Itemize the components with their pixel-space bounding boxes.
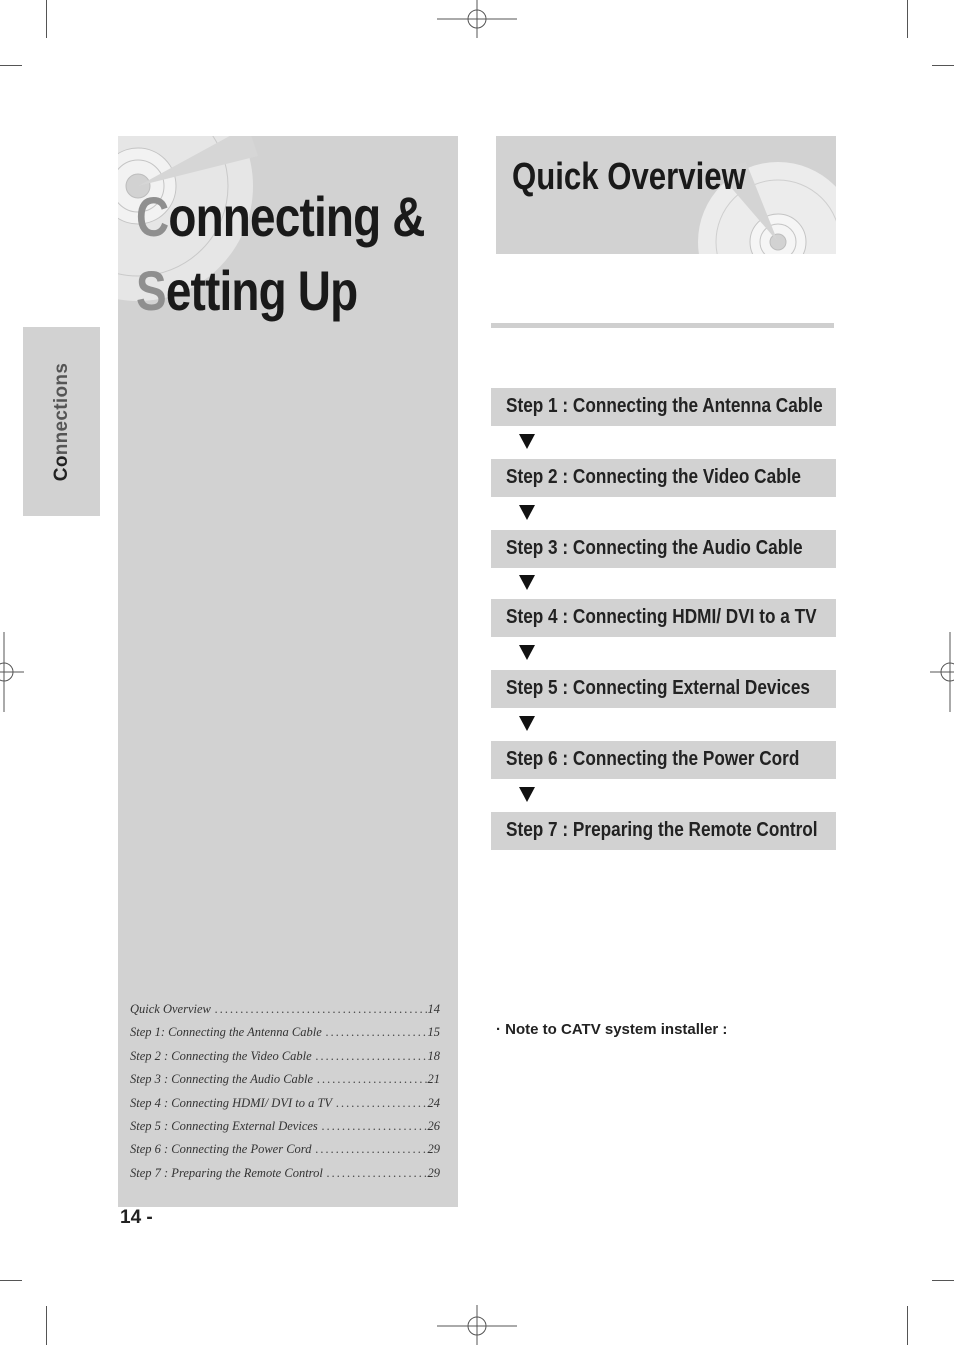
step-label: Step 1 : Connecting the Antenna Cable bbox=[506, 395, 823, 417]
toc-leader-dots bbox=[327, 1166, 428, 1181]
chapter-title-initial: C bbox=[136, 185, 169, 248]
chapter-title-initial: S bbox=[136, 259, 166, 322]
divider bbox=[491, 323, 834, 328]
arrow-down-icon bbox=[519, 505, 535, 520]
toc-entry[interactable] bbox=[130, 1002, 440, 1025]
overview-title: Quick Overview bbox=[512, 156, 746, 198]
toc-entry-page: 26 bbox=[427, 1118, 440, 1133]
toc-entry-page: 29 bbox=[427, 1165, 440, 1180]
step-item bbox=[491, 530, 836, 568]
chapter-panel bbox=[118, 136, 458, 1207]
toc-entry[interactable] bbox=[130, 1025, 440, 1048]
toc-entry-label: Step 2 : Connecting the Video Cable bbox=[130, 1048, 312, 1063]
section-tab-label bbox=[51, 362, 73, 480]
toc-entry[interactable] bbox=[130, 1096, 440, 1119]
registration-mark-icon bbox=[437, 1305, 517, 1345]
crop-mark bbox=[0, 65, 22, 66]
step-label: Step 5 : Connecting External Devices bbox=[506, 677, 810, 699]
step-label: Step 3 : Connecting the Audio Cable bbox=[506, 537, 803, 559]
section-side-tab bbox=[23, 327, 100, 516]
chapter-title-line1: onnecting & bbox=[168, 185, 425, 248]
step-label: Step 2 : Connecting the Video Cable bbox=[506, 466, 801, 488]
arrow-down-icon bbox=[519, 716, 535, 731]
chapter-title bbox=[136, 180, 425, 328]
toc-leader-dots bbox=[322, 1119, 428, 1134]
step-item bbox=[491, 812, 836, 850]
crop-mark bbox=[46, 1306, 47, 1345]
table-of-contents bbox=[130, 1002, 440, 1189]
step-label: Step 4 : Connecting HDMI/ DVI to a TV bbox=[506, 606, 817, 628]
toc-entry[interactable] bbox=[130, 1119, 440, 1142]
step-label: Step 7 : Preparing the Remote Control bbox=[506, 819, 818, 841]
toc-entry-page: 21 bbox=[427, 1072, 440, 1087]
catv-note: · Note to CATV system installer : bbox=[496, 1021, 728, 1038]
toc-leader-dots bbox=[336, 1096, 427, 1111]
toc-leader-dots bbox=[315, 1142, 427, 1157]
step-item bbox=[491, 599, 836, 637]
crop-mark bbox=[46, 0, 47, 38]
toc-entry-page: 14 bbox=[427, 1002, 440, 1016]
toc-entry-label: Step 5 : Connecting External Devices bbox=[130, 1118, 318, 1133]
toc-entry[interactable] bbox=[130, 1049, 440, 1072]
arrow-down-icon bbox=[519, 645, 535, 660]
toc-entry-page: 15 bbox=[427, 1025, 440, 1040]
registration-mark-icon bbox=[0, 632, 24, 712]
step-item bbox=[491, 388, 836, 426]
toc-entry-label: Step 4 : Connecting HDMI/ DVI to a TV bbox=[130, 1095, 333, 1110]
step-item bbox=[491, 670, 836, 708]
overview-header bbox=[496, 136, 836, 254]
arrow-down-icon bbox=[519, 575, 535, 590]
toc-entry-label: Step 1: Connecting the Antenna Cable bbox=[130, 1025, 322, 1040]
toc-entry-label: Step 7 : Preparing the Remote Control bbox=[130, 1165, 323, 1180]
toc-leader-dots bbox=[215, 1002, 428, 1017]
step-item bbox=[491, 459, 836, 497]
step-label: Step 6 : Connecting the Power Cord bbox=[506, 748, 800, 770]
toc-entry-page: 24 bbox=[427, 1095, 440, 1110]
toc-leader-dots bbox=[316, 1049, 428, 1064]
page-number: 14 - bbox=[120, 1207, 153, 1228]
section-tab-label-initial: Co bbox=[50, 454, 72, 481]
crop-mark bbox=[907, 1306, 908, 1345]
crop-mark bbox=[932, 1280, 954, 1281]
toc-entry-label: Step 6 : Connecting the Power Cord bbox=[130, 1142, 312, 1157]
toc-entry[interactable] bbox=[130, 1072, 440, 1095]
toc-leader-dots bbox=[326, 1025, 428, 1040]
section-tab-label-rest: nnections bbox=[50, 362, 72, 455]
toc-entry-page: 29 bbox=[427, 1142, 440, 1157]
toc-entry-label: Quick Overview bbox=[130, 1002, 211, 1016]
chapter-title-line2: etting Up bbox=[165, 259, 358, 322]
crop-mark bbox=[907, 0, 908, 38]
arrow-down-icon bbox=[519, 787, 535, 802]
crop-mark bbox=[0, 1280, 22, 1281]
toc-entry-label: Step 3 : Connecting the Audio Cable bbox=[130, 1072, 314, 1087]
registration-mark-icon bbox=[930, 632, 954, 712]
toc-entry[interactable] bbox=[130, 1142, 440, 1165]
arrow-down-icon bbox=[519, 434, 535, 449]
step-item bbox=[491, 741, 836, 779]
crop-mark bbox=[932, 65, 954, 66]
toc-entry-page: 18 bbox=[427, 1048, 440, 1063]
toc-leader-dots bbox=[317, 1072, 427, 1087]
registration-mark-icon bbox=[437, 0, 517, 40]
toc-entry[interactable] bbox=[130, 1166, 440, 1189]
